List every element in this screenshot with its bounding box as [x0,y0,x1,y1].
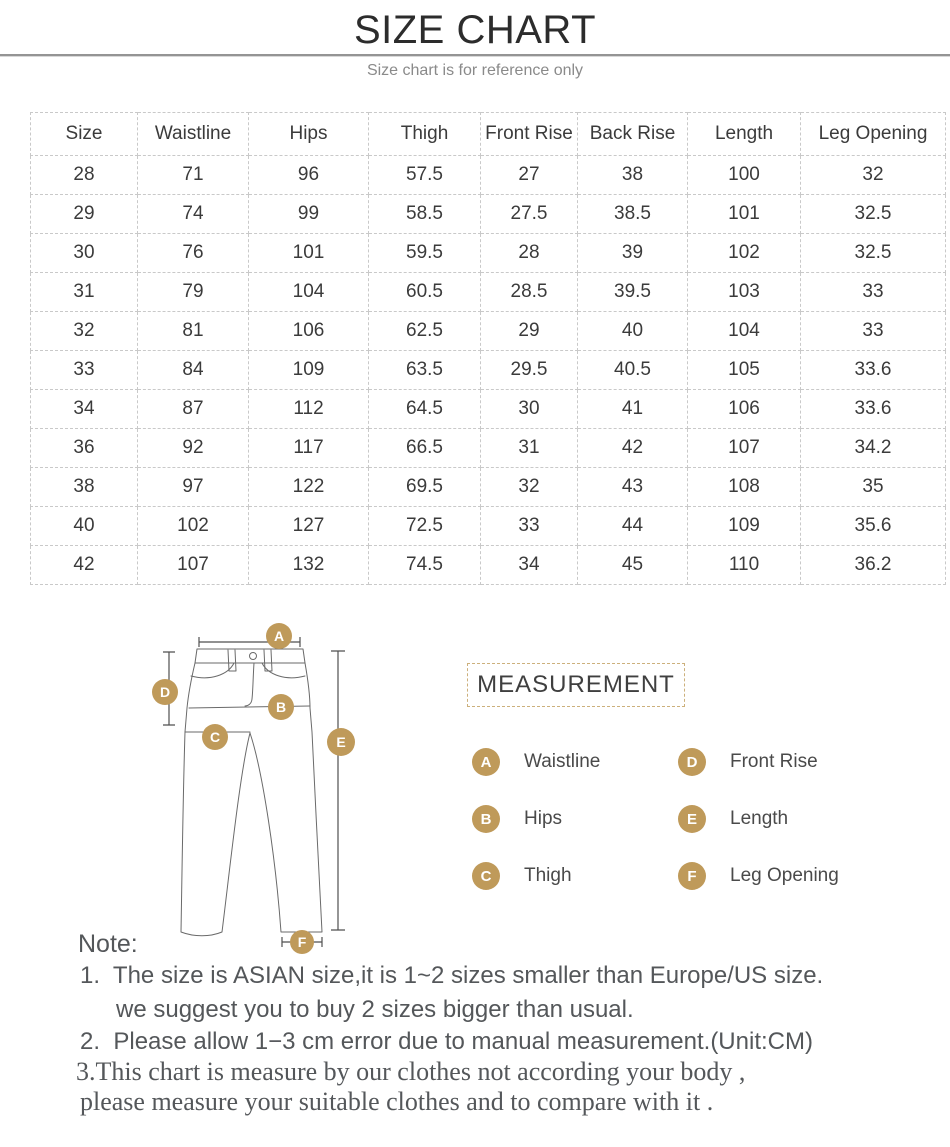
size-cell: 42 [578,429,688,468]
size-cell: 32 [31,312,138,351]
column-header: Hips [249,113,369,156]
size-cell: 33 [31,351,138,390]
size-table [30,112,946,585]
note-line-4: please measure your suitable clothes and to compare with it . [80,1087,714,1116]
legend-item-thigh [472,862,572,890]
column-header: Leg Opening [801,113,946,156]
size-cell: 81 [138,312,249,351]
size-cell: 33.6 [801,351,946,390]
marker-d-icon: D [678,748,706,776]
svg-text:E: E [336,734,346,750]
size-row [31,234,946,273]
size-cell: 30 [31,234,138,273]
size-cell: 106 [249,312,369,351]
size-cell: 101 [249,234,369,273]
legend-label: Hips [524,808,563,829]
size-cell: 36.2 [801,546,946,585]
marker-f-icon: F [678,862,706,890]
size-cell: 28.5 [481,273,578,312]
measurement-heading-box [467,663,685,707]
title-divider [0,54,950,57]
size-cell: 35 [801,468,946,507]
column-header: Back Rise [578,113,688,156]
size-cell: 43 [578,468,688,507]
page-title: SIZE CHART [353,8,597,52]
size-cell: 79 [138,273,249,312]
size-cell: 32 [801,156,946,195]
svg-text:F: F [297,934,307,950]
size-cell: 40 [31,507,138,546]
size-row [31,468,946,507]
size-cell: 30 [481,390,578,429]
size-cell: 35.6 [801,507,946,546]
legend-label: Leg Opening [730,865,839,886]
size-cell: 33 [481,507,578,546]
size-row [31,351,946,390]
size-cell: 76 [138,234,249,273]
size-cell: 117 [249,429,369,468]
size-cell: 45 [578,546,688,585]
size-cell: 63.5 [369,351,481,390]
size-cell: 108 [688,468,801,507]
size-cell: 32.5 [801,234,946,273]
size-row [31,195,946,234]
size-cell: 122 [249,468,369,507]
marker-f-badge [290,930,314,954]
size-row [31,429,946,468]
size-cell: 99 [249,195,369,234]
size-row [31,273,946,312]
marker-c-badge [202,724,228,750]
size-cell: 92 [138,429,249,468]
legend-item-leg-opening [678,862,839,890]
marker-a-badge [266,623,292,649]
measurement-heading: MEASUREMENT [477,671,675,698]
size-cell: 109 [688,507,801,546]
size-cell: 38.5 [578,195,688,234]
size-cell: 105 [688,351,801,390]
size-cell: 34.2 [801,429,946,468]
legend-item-length [678,805,788,833]
legend-item-hips [472,805,562,833]
marker-d-badge [152,679,178,705]
column-header: Thigh [369,113,481,156]
column-header: Length [688,113,801,156]
size-cell: 42 [31,546,138,585]
size-cell: 39 [578,234,688,273]
size-row [31,507,946,546]
size-cell: 107 [138,546,249,585]
size-cell: 101 [688,195,801,234]
size-cell: 40.5 [578,351,688,390]
size-cell: 62.5 [369,312,481,351]
size-cell: 97 [138,468,249,507]
legend-item-front-rise [678,748,818,776]
size-cell: 112 [249,390,369,429]
size-cell: 74.5 [369,546,481,585]
size-cell: 103 [688,273,801,312]
measure-line-e [331,651,345,930]
size-cell: 96 [249,156,369,195]
size-cell: 64.5 [369,390,481,429]
size-cell: 69.5 [369,468,481,507]
size-cell: 29 [31,195,138,234]
size-cell: 57.5 [369,156,481,195]
size-cell: 38 [578,156,688,195]
size-cell: 33.6 [801,390,946,429]
pants-outline [181,649,322,936]
svg-text:B: B [275,699,287,715]
marker-b-badge [268,694,294,720]
size-cell: 102 [688,234,801,273]
size-cell: 44 [578,507,688,546]
legend-label: Thigh [524,865,572,886]
size-cell: 27.5 [481,195,578,234]
legend-item-waistline [472,748,600,776]
size-cell: 41 [578,390,688,429]
size-cell: 59.5 [369,234,481,273]
column-header: Size [31,113,138,156]
size-row [31,156,946,195]
size-row [31,546,946,585]
size-cell: 29 [481,312,578,351]
note-line-3: 3.This chart is measure by our clothes not according your body , [76,1057,746,1086]
size-cell: 33 [801,273,946,312]
size-row [31,312,946,351]
column-header: Front Rise [481,113,578,156]
size-cell: 33 [801,312,946,351]
size-cell: 127 [249,507,369,546]
size-table-header-row [31,113,946,156]
note-line-2: 2. Please allow 1−3 cm error due to manual measurement.(Unit:CM) [80,1028,813,1055]
size-cell: 104 [249,273,369,312]
size-cell: 87 [138,390,249,429]
notes-heading: Note: [78,930,138,958]
size-cell: 72.5 [369,507,481,546]
legend-label: Waistline [524,751,601,772]
size-cell: 34 [31,390,138,429]
size-cell: 74 [138,195,249,234]
size-row [31,390,946,429]
size-cell: 58.5 [369,195,481,234]
marker-a-icon: A [472,748,500,776]
page-subtitle: Size chart is for reference only [366,62,584,79]
size-cell: 34 [481,546,578,585]
size-cell: 100 [688,156,801,195]
size-cell: 31 [31,273,138,312]
svg-text:D: D [159,684,171,700]
marker-c-icon: C [472,862,500,890]
marker-e-icon: E [678,805,706,833]
size-cell: 102 [138,507,249,546]
size-cell: 29.5 [481,351,578,390]
marker-e-badge [327,728,355,756]
size-cell: 27 [481,156,578,195]
svg-text:A: A [273,628,285,644]
size-cell: 60.5 [369,273,481,312]
size-cell: 110 [688,546,801,585]
size-cell: 28 [31,156,138,195]
legend-label: Front Rise [730,751,818,772]
size-cell: 109 [249,351,369,390]
note-line-1b: we suggest you to buy 2 sizes bigger than usual. [116,996,634,1023]
size-cell: 36 [31,429,138,468]
marker-b-icon: B [472,805,500,833]
size-cell: 104 [688,312,801,351]
size-cell: 28 [481,234,578,273]
size-cell: 84 [138,351,249,390]
legend-label: Length [730,808,789,829]
size-cell: 32.5 [801,195,946,234]
note-line-1: 1. The size is ASIAN size,it is 1~2 sizes smaller than Europe/US size. [80,962,824,989]
size-cell: 132 [249,546,369,585]
size-cell: 106 [688,390,801,429]
size-cell: 71 [138,156,249,195]
pants-measurement-diagram [138,610,370,957]
size-cell: 107 [688,429,801,468]
size-cell: 31 [481,429,578,468]
size-cell: 38 [31,468,138,507]
size-cell: 40 [578,312,688,351]
column-header: Waistline [138,113,249,156]
size-cell: 32 [481,468,578,507]
size-cell: 39.5 [578,273,688,312]
size-cell: 66.5 [369,429,481,468]
svg-text:C: C [209,729,221,745]
